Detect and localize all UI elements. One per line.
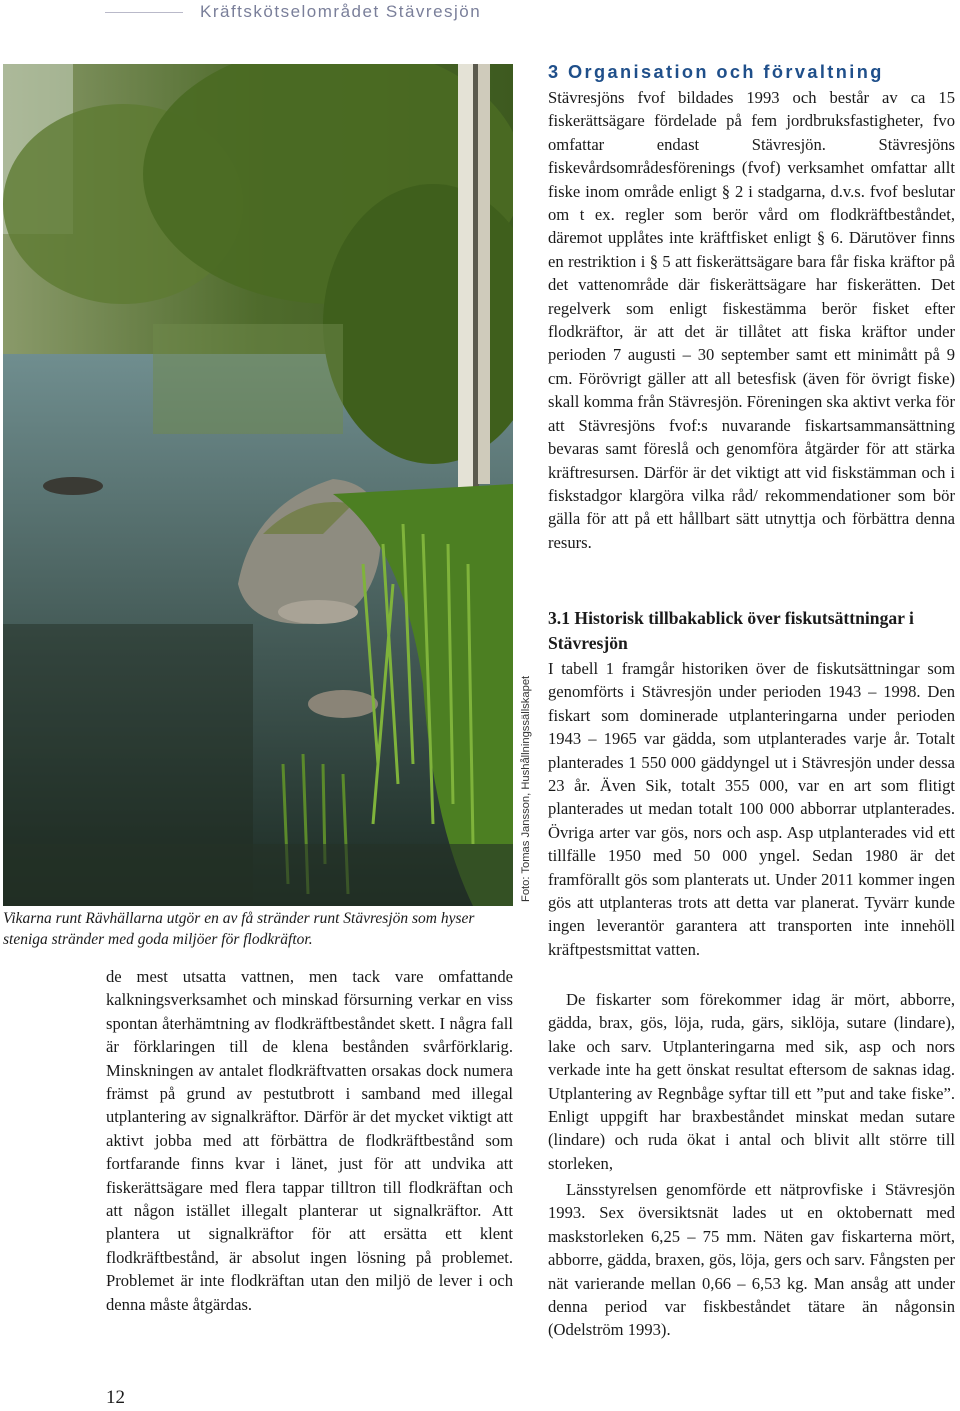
photo-credit: Foto: Tomas Jansson, Hushållningssällskapet (520, 675, 532, 902)
section-3-1-paragraph-1: I tabell 1 framgår historiken över de fiskutsättningar som genomförts i Stävresjön under perioden 1943 – 1998. Den fiskart som dominerade utplanteringarna under perioden 1943 – 1965 var gädda, som utplanterades varje år. Totalt planterades 1 550 000 gäddyngel ut i Stävresjön under dessa 23 år. Även Sik, totalt 355 000, var en art som flitigt planterades ut medan totalt 100 000 abborrar utplanterades. Övriga arter var gös, nors och asp. Asp utplanterades vid ett tillfälle 1950 med 50 000 yngel. Sedan 1980 är det framförallt gös som planterats ut. Under 2011 kommer ingen gös att utplanteras trots att detta var planerat. Tyvärr kunde ingen leverantör garantera att transporten inte innehöll kräftpestsmittat vatten. (548, 659, 955, 959)
section-3-paragraph: Stävresjöns fvof bildades 1993 och består av ca 15 fiskerättsägare fördelade på fem jordbruksfastigheter, fvo omfattar endast Stävresjön. Stävresjöns fiskevårdsområdesförenings (fvof) verksamhet omfattar allt fiske inom område enligt § 2 i stadgarna, d.v.s. fvof beslutar om t ex. regler som berör vård om flodkräftbeståndet, däremot upplåtes inte kräftfisket enligt § 6. Därutöver finns en restriktion i § 5 att fiskerättsägare bara får fiska kräftor på det vattenområde där fiskerättsägare har fiskerätten. Det regelverk som enligt fiskestämma berör fisket efter flodkräftor, är att det är tillåtet att fiska kräftor under perioden 7 augusti – 30 september samt ett minimått på 9 cm. Förövrigt gäller att all betesfisk (även för övrigt fiske) skall komma från Stävresjön. Föreningen ska aktivt verka för att Stävresjöns fvof:s nuvarande fiskartsammansättning bevaras samt föreslå och genomföra åtgärder för att stärka kräftresursen. Därför är det viktigt att vid fiskstämman och i fiskstadgor klargöra vilka råd/ rekommendationer som bör gälla för att på ett hållbart sätt utnyttja och förbättra denna resurs. (548, 88, 955, 552)
photo-caption: Vikarna runt Rävhällarna utgör en av få stränder runt Stävresjön som hyser steniga stränder med goda miljöer för flodkräftor. (3, 910, 475, 948)
section-3-heading: 3 Organisation och förvaltning (548, 62, 884, 82)
section-3-1-paragraph-3: Länsstyrelsen genomförde ett nätprovfiske i Stävresjön 1993. Sex översiktsnät lades ut en oktobernatt med maskstorleken 6,25 – 75 mm. Näten gav fiskarterna mört, abborre, gädda, braxen, gös, löja, gers och sarv. Fångsten per nät varierande mellan 0,66 – 6,53 kg. Man ansåg att under denna period var fiskbeståndet tätare än någonsin (Odelström 1993). (548, 1180, 955, 1340)
running-header: Kräftskötselområdet Stävresjön (200, 2, 482, 21)
section-3-1-heading: 3.1 Historisk tillbakablick över fiskutsättningar i Stävresjön (548, 608, 914, 653)
section-3-1-paragraph-2: De fiskarter som förekommer idag är mört, abborre, gädda, brax, gös, löja, ruda, gärs, siklöja, sutare (lindare), lake och sarv. Utplanteringarna med sik, asp och nors verkade inte ha gett önskat resultat eftersom de saknas idag. Utplantering av Regnbåge syftar till ett ”put and take fiske”. Enligt uppgift har braxbeståndet minskat medan sutare (lindare) och ruda ökat i antal och blivit allt större till storleken, (548, 990, 955, 1173)
page-number: 12 (106, 1387, 125, 1408)
lake-shore-photo (3, 64, 513, 906)
header-rule (105, 12, 183, 13)
left-column-text: de mest utsatta vattnen, men tack vare omfattande kalkningsverksamhet och minskad försurning verkar en viss spontan återhämtning av flodkräftbeståndet skett. I några fall är förklaringen till de klena bestånden svårförklarig. Minskningen av antalet flodkräftvatten orsakas dock numera främst på grund av pestutbrott i samband med illegal utplantering av signalkräftor. Därför är det mycket viktigt att aktivt jobba med att förbättra de flodkräftbestånd som fortfarande finns kvar i länet, just för att undvika att fiskerättsägare med flera tappar tilltron till flodkräftan och att någon istället illegalt planterar ut signalkräftor. Att plantera ut signalkräftor för att ersätta ett klent flodkräftbestånd, är absolut ingen lösning på problemet. Problemet är inte flodkräftan utan den miljö de lever i och denna måste åtgärdas. (106, 967, 513, 1314)
